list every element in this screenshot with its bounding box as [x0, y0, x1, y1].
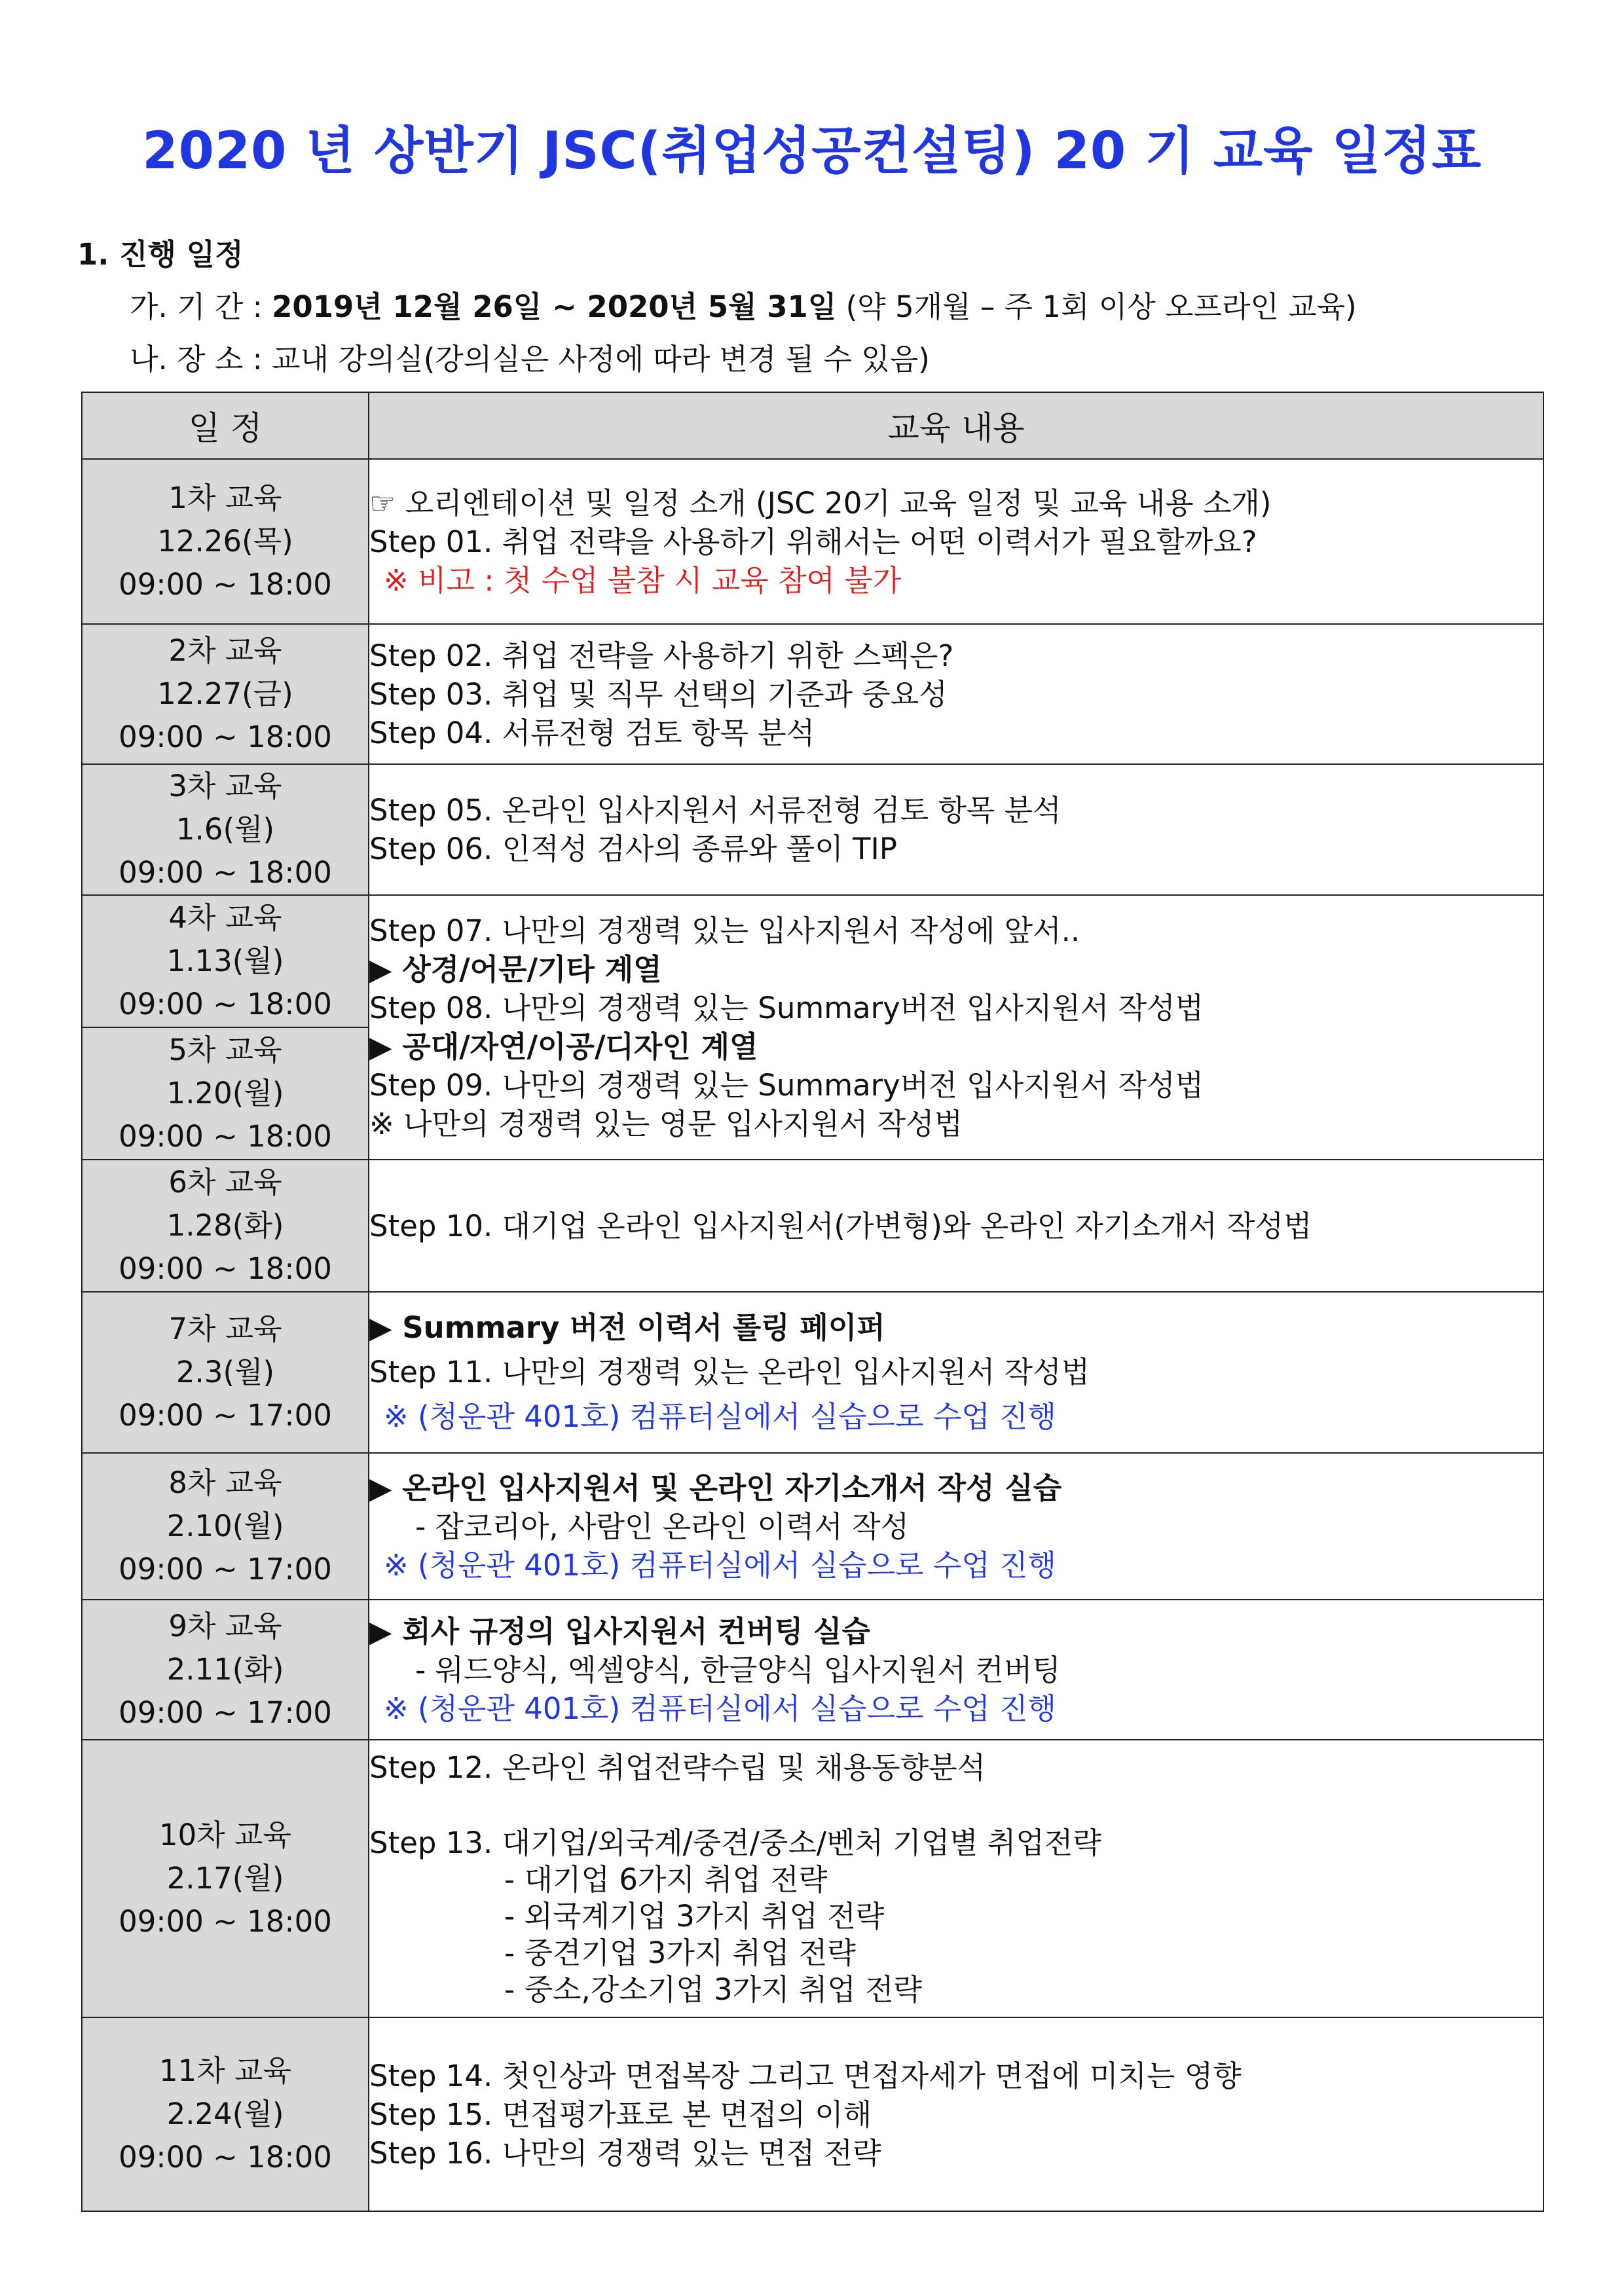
track-heading: ▶ 회사 규정의 입사지원서 컨버팅 실습 — [369, 1613, 870, 1649]
session-cell — [82, 764, 369, 895]
content-line: Step 04. 서류전형 검토 항목 분석 — [369, 715, 815, 750]
session-time: 09:00 ~ 18:00 — [119, 1119, 332, 1154]
table-row — [82, 624, 1543, 764]
session-name: 11차 교육 — [159, 2053, 291, 2088]
session-time: 09:00 ~ 18:00 — [119, 720, 332, 754]
content-line: ☞ 오리엔테이션 및 일정 소개 (JSC 20기 교육 일정 및 교육 내용 소개) — [369, 485, 1272, 521]
content-cell — [369, 2017, 1543, 2211]
track-heading: ▶ 온라인 입사지원서 및 온라인 자기소개서 작성 실습 — [369, 1470, 1062, 1505]
content-line: Step 16. 나만의 경쟁력 있는 면접 전략 — [369, 2135, 881, 2171]
session-date: 12.27(금) — [157, 676, 293, 711]
table-row — [82, 1453, 1543, 1600]
session-cell — [82, 895, 369, 1027]
session-cell — [82, 1027, 369, 1160]
session-cell — [82, 1600, 369, 1740]
period-note: (약 5개월 – 주 1회 이상 오프라인 교육) — [845, 289, 1357, 324]
content-cell — [369, 895, 1543, 1160]
session-name: 4차 교육 — [168, 900, 282, 935]
period-value: 2019년 12월 26일 ~ 2020년 5월 31일 — [272, 289, 837, 324]
session-date: 2.10(월) — [166, 1509, 284, 1543]
session-name: 3차 교육 — [168, 769, 282, 803]
track-heading: ▶ Summary 버전 이력서 롤링 페이퍼 — [369, 1310, 885, 1345]
content-line: - 중견기업 3가지 취업 전략 — [504, 1935, 856, 1970]
content-line: Step 01. 취업 전략을 사용하기 위해서는 어떤 이력서가 필요할까요? — [369, 524, 1257, 559]
content-line: Step 08. 나만의 경쟁력 있는 Summary버전 입사지원서 작성법 — [369, 991, 1204, 1025]
note-blue: ※ (청운관 401호) 컴퓨터실에서 실습으로 수업 진행 — [384, 1691, 1056, 1726]
period-line — [130, 283, 1357, 325]
content-line: - 워드양식, 엑셀양식, 한글양식 입사지원서 컨버팅 — [415, 1652, 1061, 1687]
session-time: 09:00 ~ 18:00 — [119, 567, 332, 602]
session-name: 9차 교육 — [168, 1609, 282, 1643]
session-name: 2차 교육 — [168, 633, 282, 668]
session-cell — [82, 1160, 369, 1292]
table-row — [82, 1740, 1543, 2017]
period-label: 가. 기 간 : — [130, 289, 263, 324]
session-name: 5차 교육 — [168, 1033, 282, 1067]
table-row — [82, 459, 1543, 624]
session-date: 2.17(월) — [166, 1861, 284, 1896]
spacer — [369, 1786, 1543, 1825]
session-name: 10차 교육 — [159, 1818, 291, 1852]
table-row — [82, 895, 1543, 1027]
content-cell — [369, 764, 1543, 895]
place-label: 나. 장 소 : — [130, 342, 263, 376]
content-line: Step 15. 면접평가표로 본 면접의 이해 — [369, 2097, 872, 2132]
session-cell — [82, 1740, 369, 2017]
session-cell — [82, 459, 369, 624]
session-date: 2.11(화) — [166, 1652, 284, 1687]
content-line: Step 03. 취업 및 직무 선택의 기준과 중요성 — [369, 676, 948, 712]
content-cell — [369, 1600, 1543, 1740]
page-title: 2020 년 상반기 JSC(취업성공컨설팅) 20 기 교육 일정표 — [142, 122, 1482, 181]
note-red: ※ 비고 : 첫 수업 불참 시 교육 참여 불가 — [384, 562, 902, 598]
content-line: - 외국계기업 3가지 취업 전략 — [504, 1898, 885, 1934]
session-cell — [82, 1453, 369, 1600]
session-date: 12.26(목) — [157, 524, 293, 559]
session-cell — [82, 2017, 369, 2211]
session-date: 1.20(월) — [166, 1076, 284, 1111]
place-value: 교내 강의실(강의실은 사정에 따라 변경 될 수 있음) — [272, 342, 930, 376]
content-line: - 중소,강소기업 3가지 취업 전략 — [504, 1972, 923, 2007]
content-line: Step 02. 취업 전략을 사용하기 위한 스펙은? — [369, 638, 954, 673]
session-name: 1차 교육 — [168, 481, 282, 515]
session-time: 09:00 ~ 18:00 — [119, 1904, 332, 1939]
session-date: 1.13(월) — [166, 944, 284, 978]
section-heading: 1. 진행 일정 — [77, 237, 244, 272]
session-cell — [82, 624, 369, 764]
session-name: 6차 교육 — [168, 1165, 282, 1200]
content-line: Step 11. 나만의 경쟁력 있는 온라인 입사지원서 작성법 — [369, 1355, 1090, 1389]
content-line: Step 06. 인적성 검사의 종류와 풀이 TIP — [369, 832, 897, 866]
content-line: Step 13. 대기업/외국계/중견/중소/벤처 기업별 취업전략 — [369, 1825, 1101, 1860]
session-time: 09:00 ~ 18:00 — [119, 2140, 332, 2175]
content-line: Step 14. 첫인상과 면접복장 그리고 면접자세가 면접에 미치는 영향 — [369, 2058, 1242, 2093]
place-line — [130, 335, 930, 378]
track-heading: ▶ 상경/어문/기타 계열 — [369, 952, 662, 987]
table-row — [82, 2017, 1543, 2211]
content-cell — [369, 459, 1543, 624]
content-cell — [369, 1160, 1543, 1292]
table-header-row — [82, 392, 1543, 459]
content-cell — [369, 1740, 1543, 2017]
note-blue: ※ (청운관 401호) 컴퓨터실에서 실습으로 수업 진행 — [384, 1547, 1056, 1583]
session-time: 09:00 ~ 17:00 — [119, 1695, 332, 1730]
table-row — [82, 1600, 1543, 1740]
session-cell — [82, 1292, 369, 1453]
session-date: 2.3(월) — [175, 1355, 275, 1389]
content-cell — [369, 624, 1543, 764]
table-row — [82, 764, 1543, 895]
session-time: 09:00 ~ 18:00 — [119, 1251, 332, 1286]
session-date: 1.6(월) — [175, 812, 275, 847]
session-time: 09:00 ~ 18:00 — [119, 987, 332, 1021]
content-cell — [369, 1292, 1543, 1453]
schedule-table — [81, 392, 1544, 2212]
session-time: 09:00 ~ 18:00 — [119, 855, 332, 890]
session-name: 7차 교육 — [168, 1312, 282, 1346]
content-line: Step 10. 대기업 온라인 입사지원서(가변형)와 온라인 자기소개서 작성법 — [369, 1208, 1312, 1243]
session-time: 09:00 ~ 17:00 — [119, 1398, 332, 1433]
content-line: Step 05. 온라인 입사지원서 서류전형 검토 항목 분석 — [369, 793, 1061, 828]
content-line: ※ 나만의 경쟁력 있는 영문 입사지원서 작성법 — [369, 1107, 963, 1141]
content-line: - 잡코리아, 사람인 온라인 이력서 작성 — [415, 1509, 910, 1544]
content-cell — [369, 1453, 1543, 1600]
table-row — [82, 1160, 1543, 1292]
table-row — [82, 1292, 1543, 1453]
session-date: 1.28(화) — [166, 1208, 284, 1243]
note-blue: ※ (청운관 401호) 컴퓨터실에서 실습으로 수업 진행 — [384, 1399, 1056, 1434]
content-line: Step 12. 온라인 취업전략수립 및 채용동향분석 — [369, 1750, 986, 1785]
track-heading: ▶ 공대/자연/이공/디자인 계열 — [369, 1029, 758, 1064]
content-line: - 대기업 6가지 취업 전략 — [504, 1862, 828, 1897]
header-content: 교육 내용 — [369, 392, 1543, 459]
header-schedule: 일 정 — [82, 392, 369, 459]
session-date: 2.24(월) — [166, 2097, 284, 2131]
session-name: 8차 교육 — [168, 1465, 282, 1500]
session-time: 09:00 ~ 17:00 — [119, 1552, 332, 1587]
content-line: Step 09. 나만의 경쟁력 있는 Summary버전 입사지원서 작성법 — [369, 1068, 1204, 1103]
content-line: Step 07. 나만의 경쟁력 있는 입사지원서 작성에 앞서.. — [369, 913, 1080, 948]
